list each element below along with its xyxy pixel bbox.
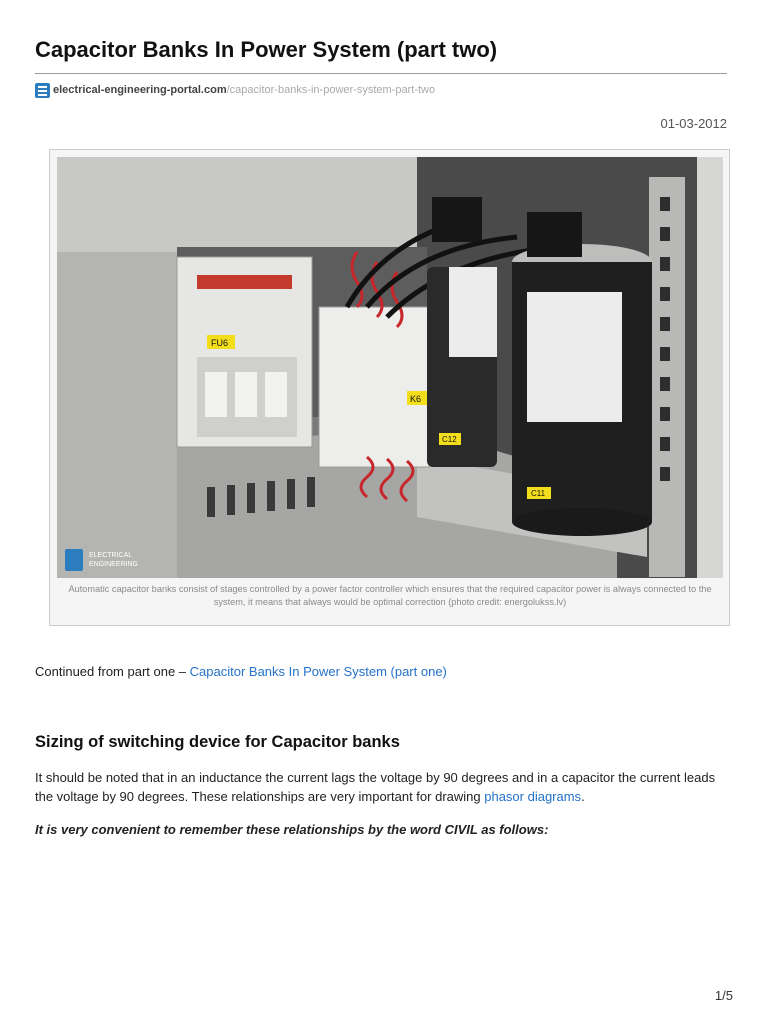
page-number: 1/5 [714, 988, 733, 1003]
part-one-link[interactable]: Capacitor Banks In Power System (part one) [189, 664, 447, 679]
figure [49, 149, 730, 626]
paragraph-1-end: . [581, 789, 585, 804]
watermark-line2: ENGINEERING [89, 561, 139, 568]
emphasis-line: It is very convenient to remember these relationships by the word CIVIL as follows: [35, 822, 549, 837]
page-title: Capacitor Banks In Power System (part two) [35, 37, 498, 62]
paragraph-1 [35, 768, 735, 806]
figure-caption: Automatic capacitor banks consist of stages controlled by a power factor controller which ensures that the required capacitor power is always connected to the system, it means that always would be optimal correction (photo credit: energolukss.lv) [68, 584, 712, 607]
source-url[interactable] [35, 80, 435, 100]
source-path[interactable]: /capacitor-banks-in-power-system-part-two [226, 84, 436, 96]
capacitor-c12-label: C12 [442, 435, 457, 444]
document-icon [35, 83, 50, 98]
fuse-label: FU6 [211, 338, 229, 348]
publish-date: 01-03-2012 [660, 116, 727, 131]
continued-line [35, 662, 735, 681]
capacitor-c11-label: C11 [531, 489, 546, 498]
phasor-diagrams-link[interactable]: phasor diagrams [484, 789, 582, 804]
continued-prefix: Continued from part one – [35, 664, 190, 679]
source-domain[interactable]: electrical-engineering-portal.com [53, 84, 227, 96]
capacitor-bank-photo [57, 157, 723, 578]
contactor-label: K6 [410, 394, 422, 404]
title-divider [35, 73, 727, 74]
watermark-line1: ELECTRICAL [89, 552, 133, 559]
paragraph-1-text: It should be noted that in an inductance the current lags the voltage by 90 degrees and in a capacitor the current leads the voltage by 90 degrees. These relationships are very important for drawing [35, 770, 716, 804]
section-heading: Sizing of switching device for Capacitor banks [35, 733, 400, 751]
